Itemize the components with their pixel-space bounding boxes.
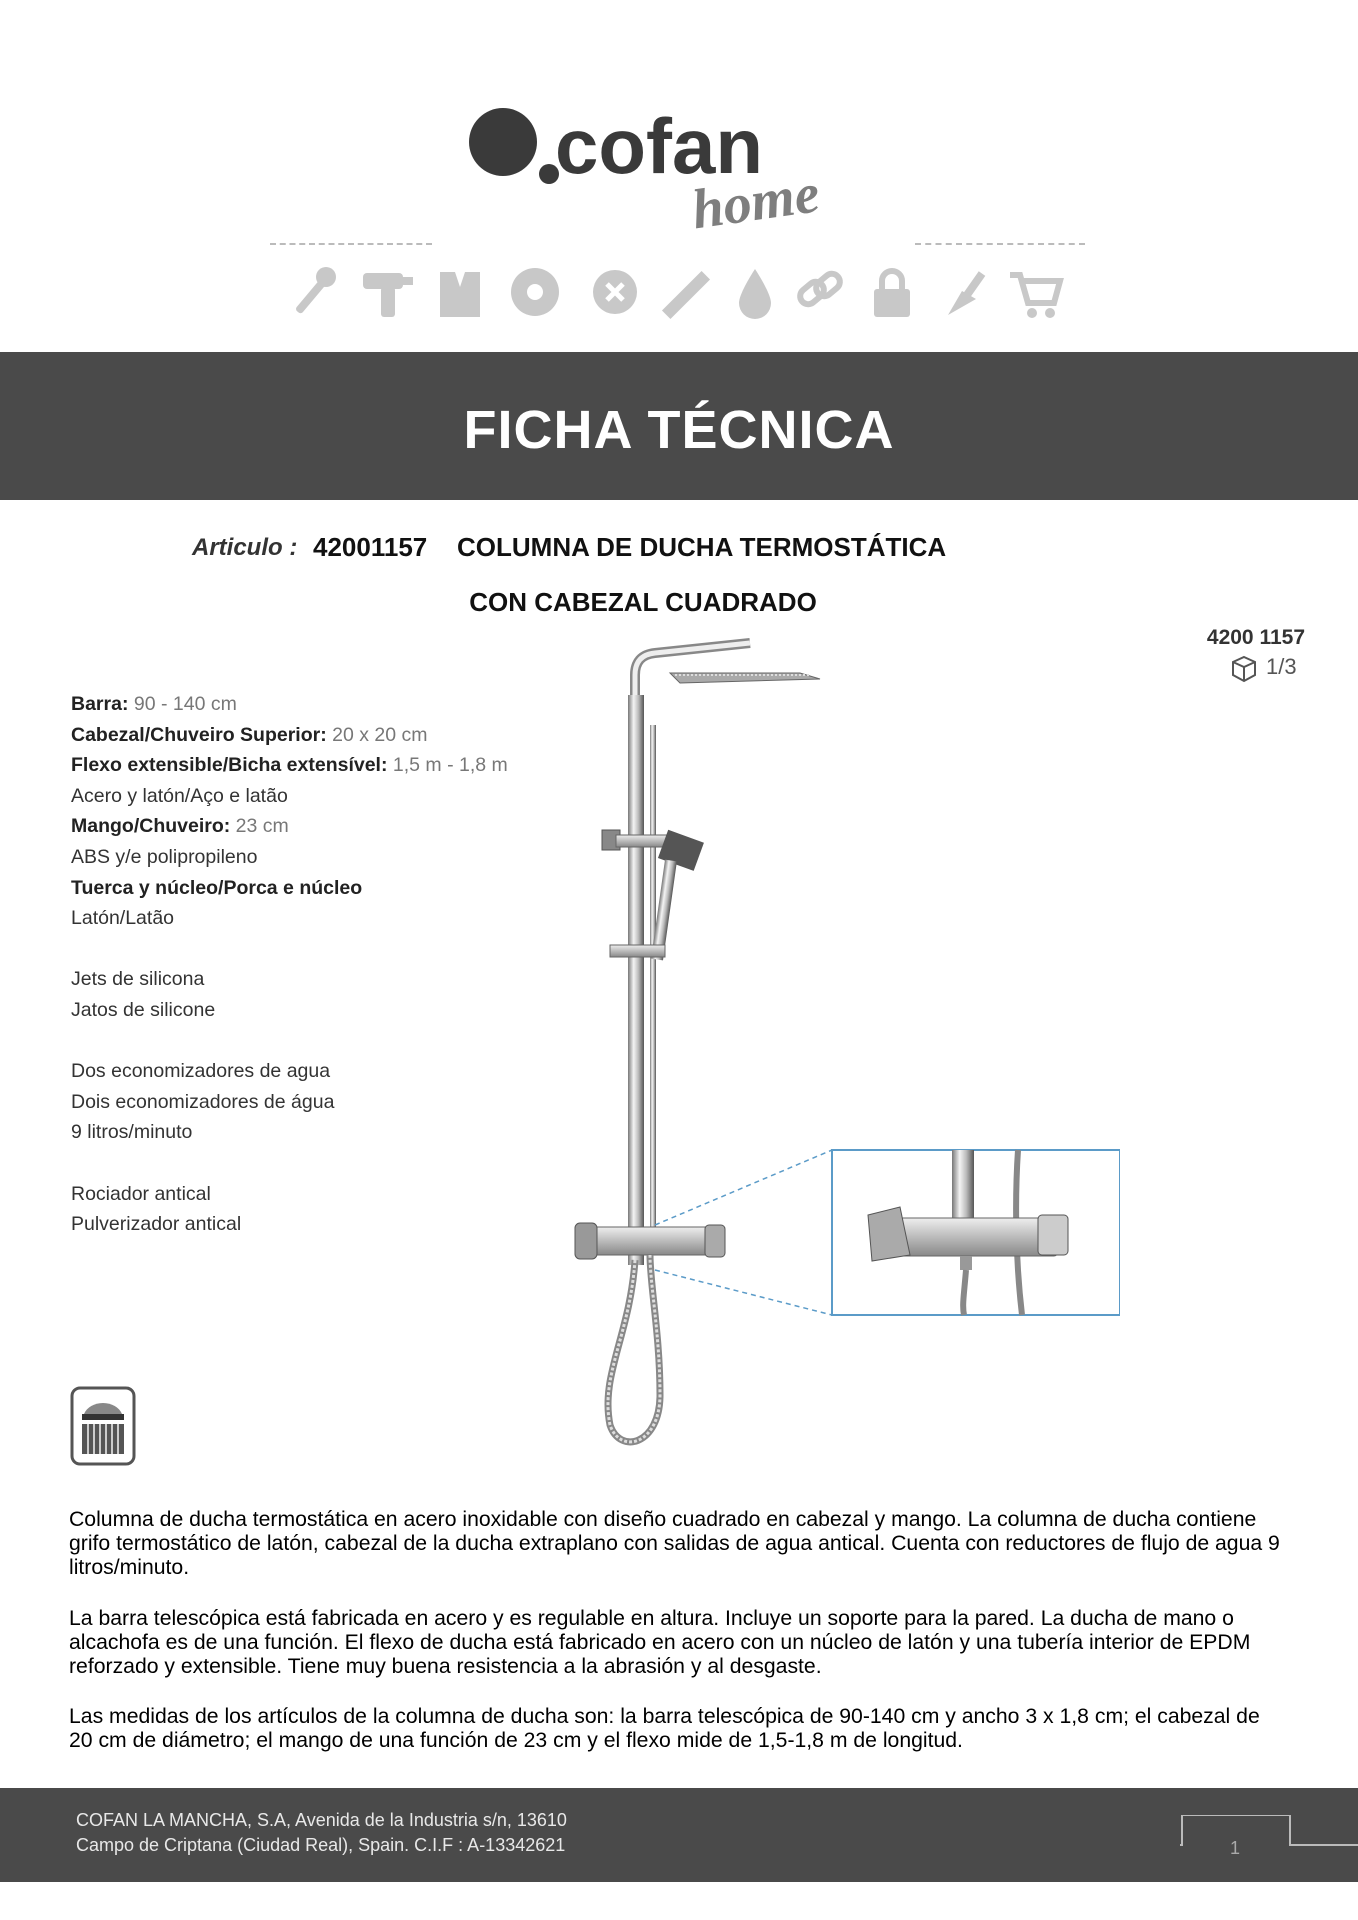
category-icon-row xyxy=(285,262,1075,322)
padlock-icon xyxy=(874,271,910,317)
drill-icon xyxy=(363,273,413,317)
stainless-steel-icon xyxy=(70,1386,136,1466)
spec-flexo: Flexo extensible/Bicha extensível: 1,5 m - 1,8 m xyxy=(71,754,508,777)
logo-dot-large xyxy=(469,108,537,176)
page-number: 1 xyxy=(1229,1838,1240,1858)
rain-head xyxy=(670,673,820,683)
spec-rociador-es: Rociador antical xyxy=(71,1182,211,1205)
logo-divider-left xyxy=(270,243,432,245)
spec-jets-pt: Jatos de silicone xyxy=(71,998,216,1021)
package-quantity: 1/3 xyxy=(1266,654,1297,679)
article-label: Articulo : xyxy=(192,534,298,561)
spec-list xyxy=(71,689,571,1240)
page-tab-outline xyxy=(1180,1815,1358,1851)
spec-eco-flow: 9 litros/minuto xyxy=(71,1121,193,1144)
spec-barra: Barra: 90 - 140 cm xyxy=(71,693,237,715)
spec-cabezal: Cabezal/Chuveiro Superior: 20 x 20 cm xyxy=(71,723,428,746)
reference-code: 4200 1157 xyxy=(1206,626,1305,649)
thermostatic-valve xyxy=(575,1223,725,1259)
water-drop-icon xyxy=(739,269,771,319)
article-code: 42001157 xyxy=(313,532,428,562)
description-paragraph-3: Las medidas de los artículos de la columna de ducha son: la barra telescópica de 90-140 cm y ancho 3 x 1,8 cm; el cabezal de 20 cm de diámetro; el mango de una función de 23 cm y el flexo mide de 1,5-1,8 m de longitud. xyxy=(69,1705,1260,1752)
saw-blade-icon xyxy=(511,268,559,316)
spec-mango: Mango/Chuveiro: 23 cm xyxy=(71,815,289,838)
shower-column-image xyxy=(560,635,1120,1455)
spec-jets-es: Jets de silicona xyxy=(71,968,205,991)
spec-rociador-pt: Pulverizador antical xyxy=(71,1213,242,1236)
wrench-icon xyxy=(295,267,336,314)
article-title-line1: COLUMNA DE DUCHA TERMOSTÁTICA xyxy=(457,532,947,562)
hand-shower xyxy=(651,830,704,961)
chain-icon xyxy=(797,271,843,308)
telescopic-bar xyxy=(628,695,644,1265)
safety-vest-icon xyxy=(440,272,480,317)
package-box-icon xyxy=(1230,654,1258,684)
page-title: FICHA TÉCNICA xyxy=(463,400,895,460)
spec-tuerca-material: Latón/Latão xyxy=(71,907,175,930)
description-paragraph-2: La barra telescópica está fabricada en acero y es regulable en altura. Incluye un soporte para la pared. La ducha de mano o alcachofa es de una función. El flexo de ducha está fabricado en acero con un núcleo de latón y una tubería interior de EPDM reforzado y extensible. Tiene muy buena resistencia a la abrasión y al desgaste. xyxy=(69,1607,1251,1678)
spec-mango-material: ABS y/e polipropileno xyxy=(71,845,258,868)
footer-address-line1: COFAN LA MANCHA, S.A, Avenida de la Industria s/n, 13610 xyxy=(76,1810,567,1830)
spec-eco-pt: Dois economizadores de água xyxy=(71,1090,335,1113)
shopping-cart-icon xyxy=(1010,275,1060,318)
logo-word-home: home xyxy=(688,162,824,242)
valve-detail-inset xyxy=(832,1150,1120,1315)
tape-measure-icon xyxy=(593,270,637,314)
spec-eco-es: Dos economizadores de agua xyxy=(71,1060,331,1083)
trowel-icon xyxy=(948,271,985,315)
spec-tuerca: Tuerca y núcleo/Porca e núcleo xyxy=(71,876,363,899)
ruler-icon xyxy=(662,271,710,319)
footer-address-line2: Campo de Criptana (Ciudad Real), Spain. C.I.F : A-13342621 xyxy=(76,1835,566,1855)
article-title-line2: CON CABEZAL CUADRADO xyxy=(469,587,817,617)
spec-flexo-material: Acero y latón/Aço e latão xyxy=(71,784,288,807)
cofan-home-logo xyxy=(455,70,895,250)
logo-divider-right xyxy=(915,243,1085,245)
logo-word-cofan: cofan xyxy=(555,102,764,190)
description-paragraph-1: Columna de ducha termostática en acero inoxidable con diseño cuadrado en cabezal y mango. La columna de ducha contiene grifo termostático de latón, cabezal de la ducha extraplano con salidas de agua antical. Cuenta con reductores de flujo de agua 9 litros/minuto. xyxy=(69,1508,1280,1579)
